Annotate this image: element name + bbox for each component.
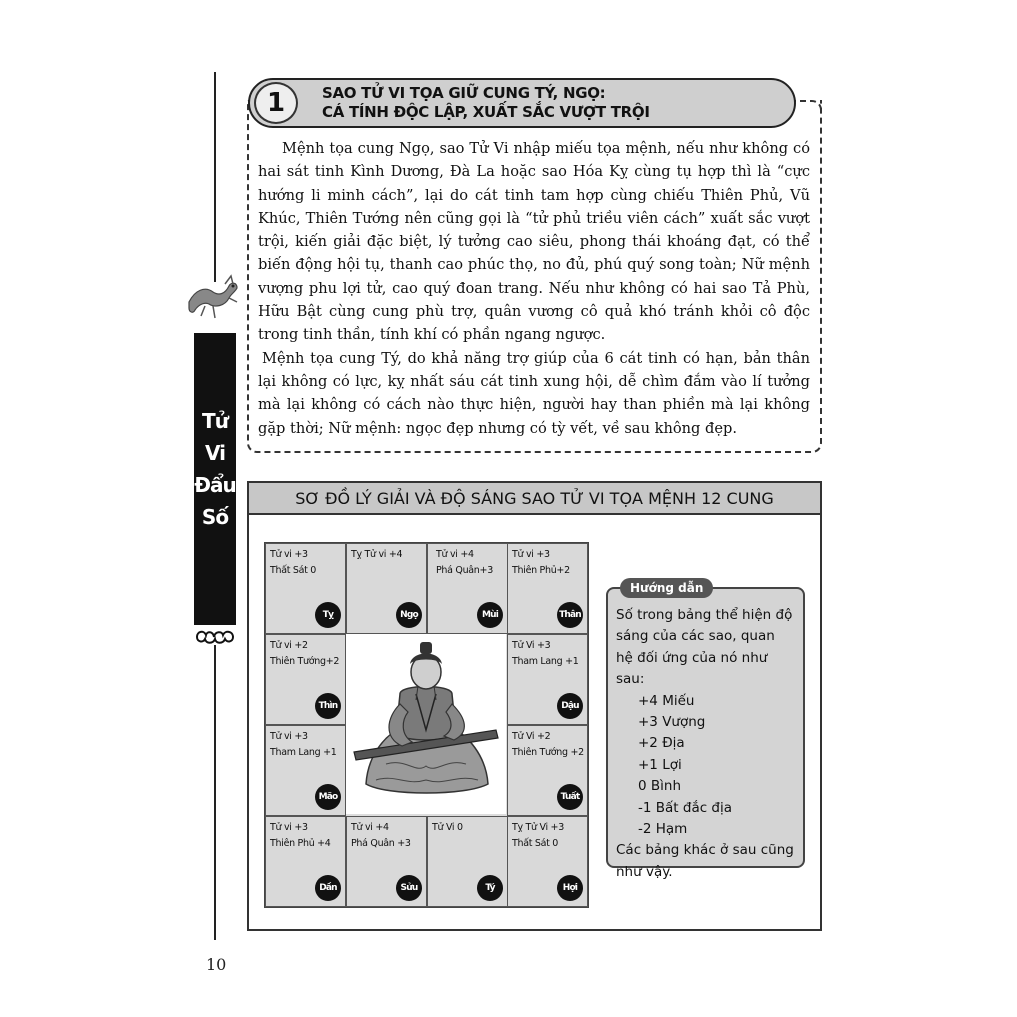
star-line: Tử vi +3	[270, 822, 308, 833]
legend-item: 0 Bình	[638, 778, 682, 795]
section-title-line: SAO TỬ VI TỌA GIỮ CUNG TÝ, NGỌ:	[322, 84, 606, 102]
legend-tag: Hướng dẫn	[620, 578, 713, 598]
star-line: Tử vi +4	[351, 822, 389, 833]
section-title	[322, 84, 650, 122]
legend-item: -2 Hạm	[638, 821, 688, 838]
legend-item: +2 Địa	[638, 735, 685, 752]
paragraph: Mệnh tọa cung Ngọ, sao Tử Vi nhập miếu tọa mệnh, nếu như không có hai sát tinh Kình Dương, Đà La hoặc sao Hóa Kỵ cùng tụ hợp thì là “cực hướng li minh cách”, lại do cát tinh tam hợp cùng chiếu Thiên Phủ, Vũ Khúc, Thiên Tướng nên cũng gọi là “tử phủ triều viên cách” xuất sắc vượt trội, kiến giải đặc biệt, lý tưởng cao siêu, phong thái khoáng đạt, có thể biến động hội tụ, thanh cao phúc thọ, no đủ, phú quý song toàn; Nữ mệnh vượng phu lợi tử, cao quý đoan trang. Nếu như không có hai sao Tả Phù, Hữu Bật cùng cung phù trợ, quân vương cô quả khó tránh khỏi cô độc trong tinh thần, tính khí có phần ngang ngược.	[258, 140, 810, 344]
side-title-word: Tử	[202, 409, 228, 433]
margin-rule-top	[214, 72, 216, 282]
palace-cell-mao	[265, 725, 346, 816]
star-line: Thiên Phủ +4	[270, 838, 331, 849]
star-line: Tử vi +3	[270, 549, 308, 560]
palace-badge: Tý	[477, 875, 503, 901]
legend-item: +3 Vượng	[638, 714, 706, 731]
palace-cell-ty-rat	[427, 816, 508, 907]
star-line: Tham Lang +1	[270, 747, 337, 758]
body-text	[258, 137, 810, 440]
star-line: Tử Vi +3	[512, 640, 551, 651]
star-line: Phá Quân +3	[351, 838, 411, 849]
palace-cell-mui	[427, 543, 508, 634]
palace-badge: Thìn	[315, 693, 341, 719]
section-number: 1	[254, 82, 298, 124]
star-line: Phá Quân+3	[436, 565, 493, 576]
star-line: Thiên Phủ+2	[512, 565, 570, 576]
section-title-line: CÁ TÍNH ĐỘC LẬP, XUẤT SẮC VƯỢT TRỘI	[322, 103, 650, 121]
section-header	[248, 78, 796, 128]
page-number: 10	[206, 955, 227, 974]
palace-cell-ngo	[346, 543, 427, 634]
palace-badge: Dậu	[557, 693, 583, 719]
star-line: Tỵ Tử Vi +3	[512, 822, 564, 833]
palace-badge: Tuất	[557, 784, 583, 810]
seated-scholar-illustration	[346, 634, 506, 814]
palace-cell-ty	[265, 543, 346, 634]
palace-cell-thin	[265, 634, 346, 725]
chapter-side-title	[194, 405, 236, 533]
palace-badge: Sửu	[396, 875, 422, 901]
star-line: Tham Lang +1	[512, 656, 579, 667]
legend-item: -1 Bất đắc địa	[638, 799, 733, 816]
legend-item: +4 Miếu	[638, 692, 695, 709]
star-line: Tỵ Tử vi +4	[351, 549, 403, 560]
star-line: Tử Vi 0	[432, 822, 463, 833]
legend-outro: Các bảng khác ở sau cũng như vậy.	[616, 842, 794, 880]
star-line: Tử vi +4	[436, 549, 474, 560]
margin-rule-bottom	[214, 645, 216, 940]
palace-badge: Mão	[315, 784, 341, 810]
palace-badge: Hợi	[557, 875, 583, 901]
palace-cell-dan	[265, 816, 346, 907]
star-line: Tử vi +3	[270, 731, 308, 742]
chapter-side-tab	[194, 333, 236, 633]
palace-cell-suu	[346, 816, 427, 907]
paragraph: Mệnh tọa cung Tý, do khả năng trợ giúp của 6 cát tinh có hạn, bản thân lại không có lực, kỵ nhất sáu cát tinh xung hội, dễ chìm đắm vào lí tưởng mà lại không có cách nào thực hiện, người hay than phiền mà lại không gặp thời; Nữ mệnh: ngọc đẹp nhưng có tỳ vết, về sau không đẹp.	[258, 349, 810, 437]
palace-badge: Dần	[315, 875, 341, 901]
star-line: Thất Sát 0	[270, 565, 317, 576]
legend-intro: Số trong bảng thể hiện độ sáng của các sao, quan hệ đối ứng của nó như sau:	[616, 607, 793, 688]
diagram-title: SƠ ĐỒ LÝ GIẢI VÀ ĐỘ SÁNG SAO TỬ VI TỌA MỆNH 12 CUNG	[249, 483, 820, 515]
palace-badge: Ngọ	[396, 602, 422, 628]
side-title-word: Đẩu	[194, 473, 236, 497]
palace-cell-dau	[507, 634, 588, 725]
side-title-word: Số	[201, 505, 229, 529]
legend-box	[606, 587, 805, 880]
star-line: Thiên Tướng+2	[270, 656, 340, 667]
legend-item: +1 Lợi	[638, 756, 682, 773]
dragon-ornament-icon	[185, 272, 241, 322]
star-line: Thiên Tướng +2	[512, 747, 584, 758]
side-title-word: Vi	[205, 441, 225, 465]
star-line: Tử vi +2	[270, 640, 308, 651]
star-line: Tử vi +3	[512, 549, 550, 560]
palace-badge: Thân	[557, 602, 583, 628]
star-line: Thất Sát 0	[512, 838, 559, 849]
star-line: Tử Vi +2	[512, 731, 551, 742]
palace-cell-tuat	[507, 725, 588, 816]
palace-cell-hoi	[507, 816, 588, 907]
palace-badge: Mùi	[477, 602, 503, 628]
palace-cell-than	[507, 543, 588, 634]
palace-badge: Tỵ	[315, 602, 341, 628]
